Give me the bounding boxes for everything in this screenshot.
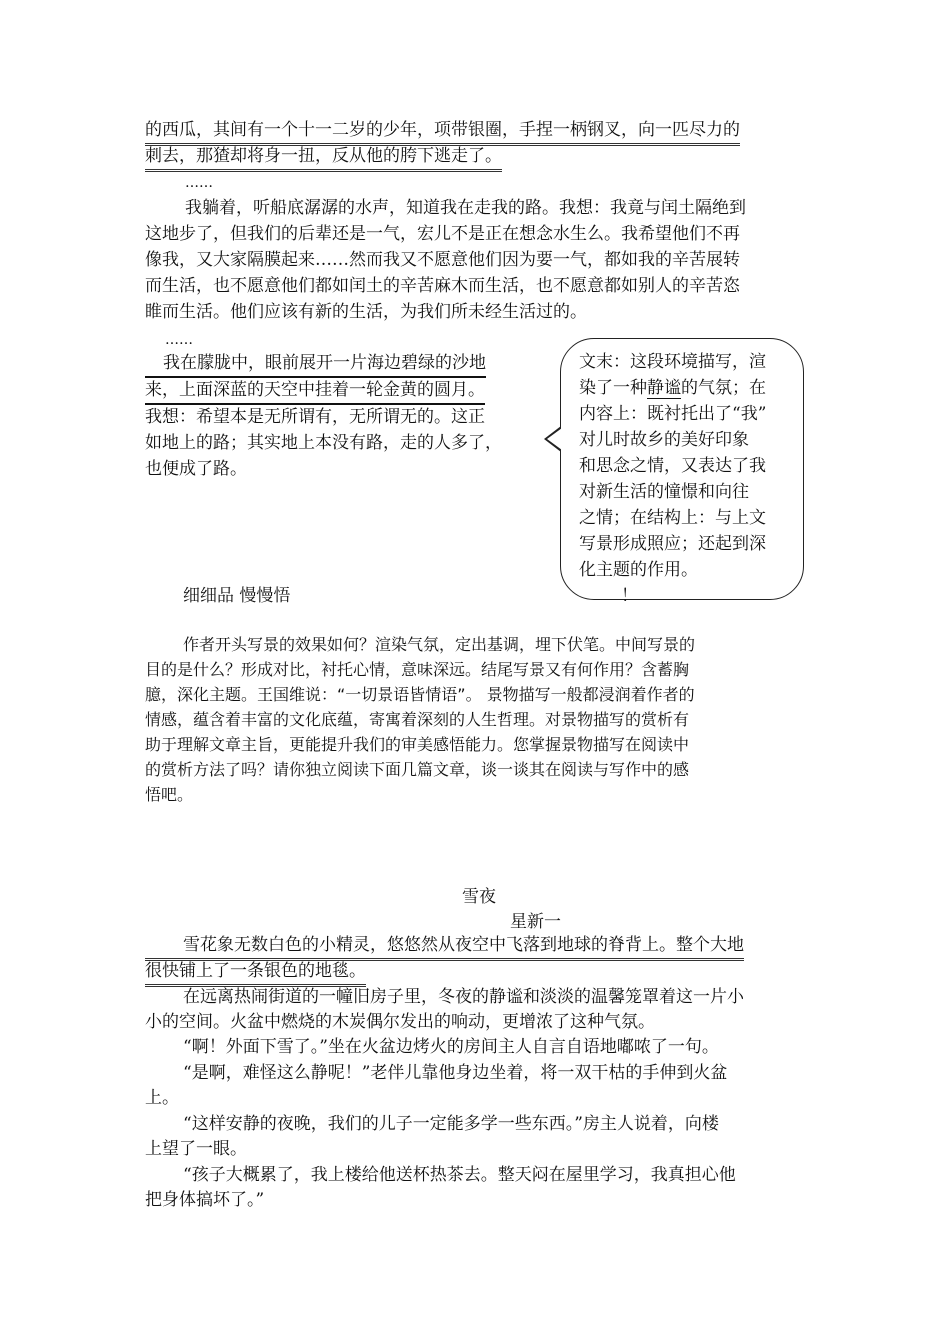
section-line: 臆，深化主题。王国维说：“一切景语皆情语”。 景物描写一般都浸润着作者的 [145, 685, 695, 704]
paragraph-line: 这地步了，但我们的后辈还是一气，宏儿不是正在想念水生么。我希望他们不再 [145, 224, 740, 244]
callout-line: 化主题的作用。 [579, 560, 698, 580]
highlight-word: 静谧 [647, 378, 681, 398]
story-line: “是啊，难怪这么静呢！”老伴儿靠他身边坐着，将一双干枯的手伸到火盆 [183, 1063, 728, 1083]
callout-line: 对儿时故乡的美好印象 [579, 430, 749, 450]
paragraph-line: 我躺着，听船底潺潺的水声，知道我在走我的路。我想：我竟与闰土隔绝到 [185, 198, 746, 218]
paragraph-line: 我想：希望本是无所谓有，无所谓无的。这正 [145, 407, 485, 427]
underlined-line: 来，上面深蓝的天空中挂着一轮金黄的圆月。 [145, 377, 485, 405]
section-line: 目的是什么？形成对比，衬托心情，意味深远。结尾写景又有何作用？含蓄胸 [145, 660, 690, 679]
paragraph-line: 而生活，也不愿意他们都如闰土的辛苦麻木而生活，也不愿意都如别人的辛苦恣 [145, 276, 740, 296]
story-author: 星新一 [510, 912, 561, 932]
story-line: 在远离热闹街道的一幢旧房子里，冬夜的静谧和淡淡的温馨笼罩着这一片小 [183, 987, 744, 1007]
callout-line: 和思念之情，又表达了我 [579, 456, 766, 476]
underlined-line: 很快铺上了一条银色的地毯。 [145, 958, 366, 987]
ellipsis: …… [165, 332, 193, 348]
section-line: 作者开头写景的效果如何？渲染气氛，定出基调，埋下伏笔。中间写景的 [183, 635, 696, 654]
story-line: 上望了一眼。 [145, 1139, 247, 1159]
callout-mark: ！ [621, 586, 638, 606]
callout-line: 写景形成照应；还起到深 [579, 534, 766, 554]
callout-line: 染了一种静谧的气氛；在 [579, 378, 766, 398]
callout-tail-fill [547, 428, 562, 450]
section-line: 悟吧。 [145, 785, 194, 804]
underlined-line: 雪花象无数白色的小精灵，悠悠然从夜空中飞落到地球的脊背上。整个大地 [145, 932, 744, 961]
story-line: “这样安静的夜晚，我们的儿子一定能多学一些东西。”房主人说着，向楼 [183, 1114, 719, 1134]
callout-line: 文末：这段环境描写，渲 [579, 352, 766, 372]
passage-line: 的西瓜，其间有一个十一二岁的少年，项带银圈，手捏一柄钢叉，向一匹尽力的 [145, 117, 740, 146]
passage-line: 刺去，那猹却将身一扭，反从他的胯下逃走了。 [145, 143, 502, 172]
story-line: 把身体搞坏了。” [145, 1190, 265, 1210]
section-line: 的赏析方法了吗？请你独立阅读下面几篇文章，谈一谈其在阅读与写作中的感 [145, 760, 690, 779]
story-line: 小的空间。火盆中燃烧的木炭偶尔发出的响动，更增浓了这种气氛。 [145, 1012, 655, 1032]
story-title: 雪夜 [462, 887, 496, 907]
ellipsis: …… [185, 175, 213, 191]
annotation-callout [560, 338, 804, 606]
callout-line: 之情；在结构上：与上文 [579, 508, 766, 528]
section-line: 情感，蕴含着丰富的文化底蕴，寄寓着深刻的人生哲理。对景物描写的赏析有 [145, 710, 690, 729]
section-heading: 细细品 慢慢悟 [183, 586, 291, 606]
paragraph-line: 如地上的路；其实地上本没有路，走的人多了， [145, 433, 502, 453]
story-line: 上。 [145, 1088, 179, 1108]
paragraph-line: 睢而生活。他们应该有新的生活，为我们所未经生活过的。 [145, 302, 587, 322]
section-line: 助于理解文章主旨，更能提升我们的审美感悟能力。您掌握景物描写在阅读中 [145, 735, 690, 754]
underlined-line: 我在朦胧中，眼前展开一片海边碧绿的沙地 [145, 350, 486, 378]
story-line: “啊！外面下雪了。”坐在火盆边烤火的房间主人自言自语地嘟哝了一句。 [183, 1037, 719, 1057]
callout-line: 对新生活的憧憬和向往 [579, 482, 749, 502]
callout-line: 内容上：既衬托出了“我” [579, 404, 767, 424]
paragraph-line: 像我，又大家隔膜起来……然而我又不愿意他们因为要一气，都如我的辛苦展转 [145, 250, 740, 270]
paragraph-line: 也便成了路。 [145, 459, 247, 479]
story-line: “孩子大概累了，我上楼给他送杯热茶去。整天闷在屋里学习，我真担心他 [183, 1165, 736, 1185]
